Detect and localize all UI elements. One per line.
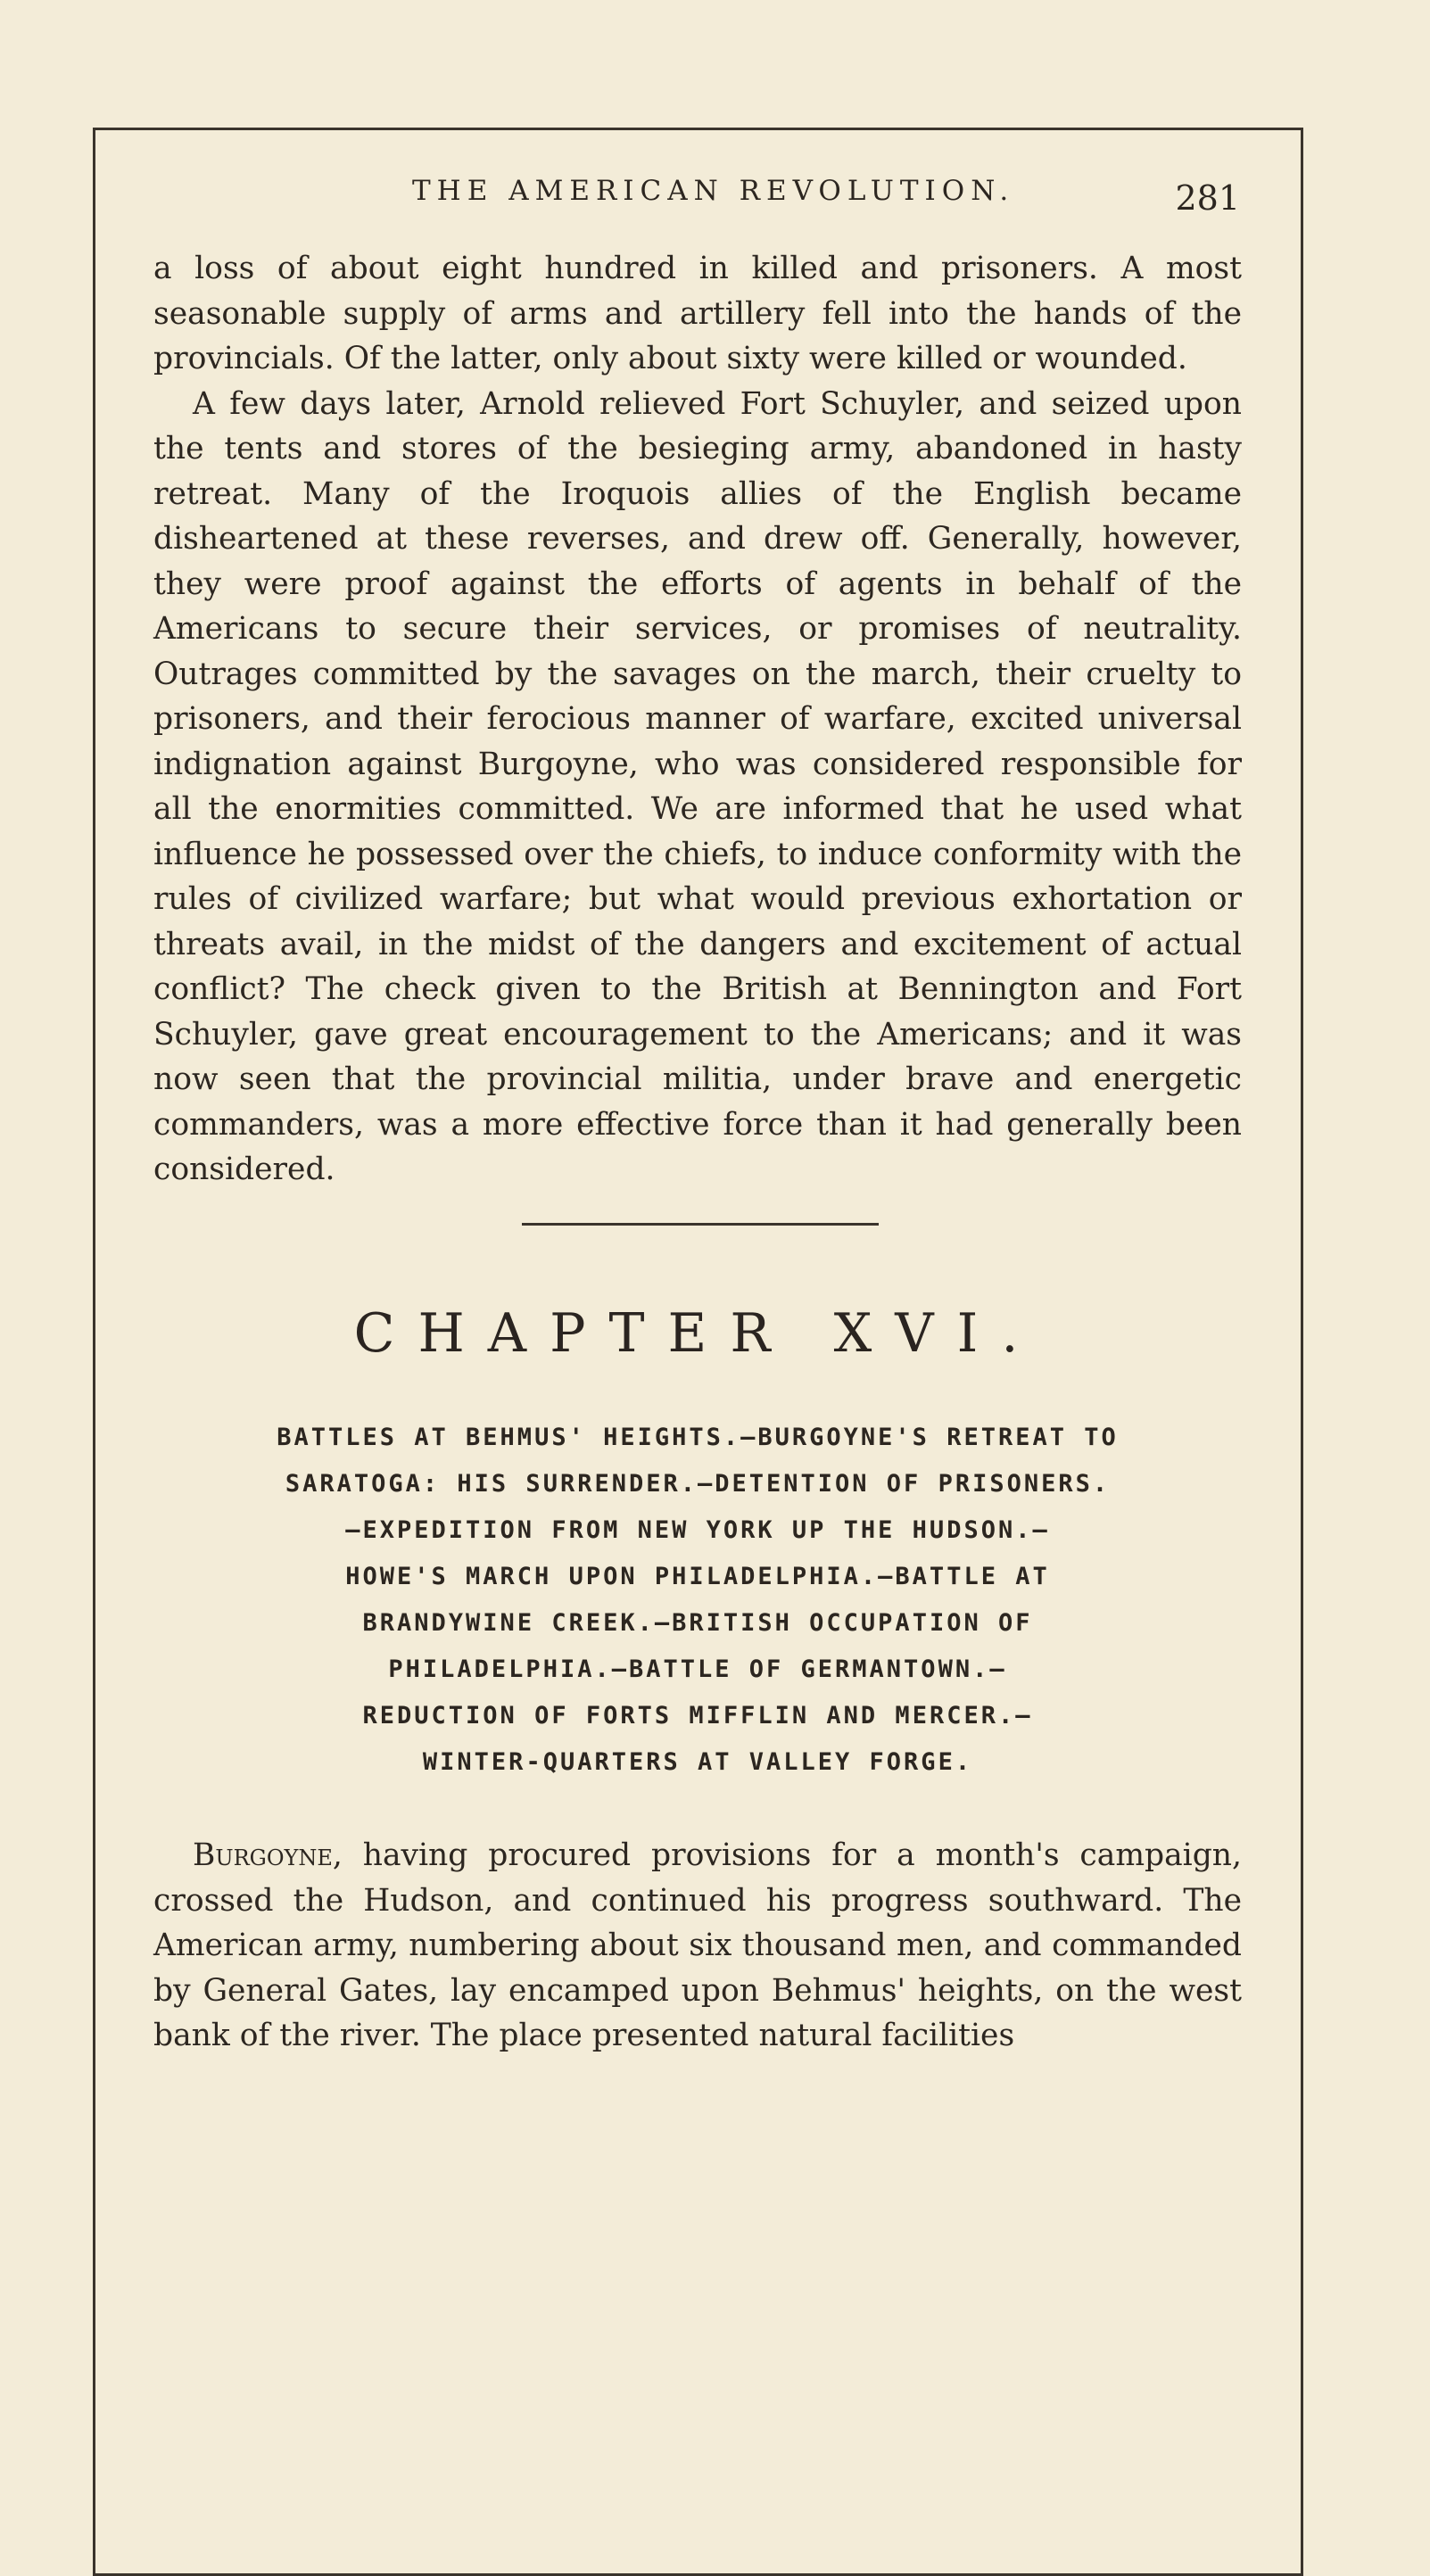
summary-line: WINTER-QUARTERS AT VALLEY FORGE. bbox=[422, 1748, 973, 1776]
summary-line: —EXPEDITION FROM NEW YORK UP THE HUDSON.— bbox=[345, 1516, 1050, 1544]
page-number: 281 bbox=[1175, 178, 1240, 218]
chapter-title: CHAPTER XVI. bbox=[353, 1302, 1042, 1365]
running-head bbox=[153, 175, 1242, 221]
summary-line: REDUCTION OF FORTS MIFFLIN AND MERCER.— bbox=[362, 1702, 1033, 1730]
summary-line: HOWE'S MARCH UPON PHILADELPHIA.—BATTLE AT bbox=[345, 1563, 1050, 1590]
summary-line: PHILADELPHIA.—BATTLE OF GERMANTOWN.— bbox=[388, 1655, 1007, 1683]
body-text-top bbox=[153, 246, 1242, 1193]
paragraph: a loss of about eight hundred in killed and prisoners. A most seasonable supply of arms and artillery fell into the hands of the provincials. Of the latter, only about sixty were killed or wounded. bbox=[153, 251, 1242, 376]
paragraph-text: , having procured provisions for a month's campaign, crossed the Hudson, and continued his progress southward. The American army, numbering about six thousand men, and commanded by General Gates, lay encamped upon Behmus' heights, on the west bank of the river. The place presented natural facilities bbox=[153, 1837, 1242, 2053]
paragraph: A few days later, Arnold relieved Fort Schuyler, and seized upon the tents and stores of the besieging army, abandoned in hasty retreat. Many of the Iroquois allies of the English became disheartened at these reverses, and drew off. Generally, however, they were proof against the efforts of agents in behalf of the Americans to secure their services, or promises of neutrality. Outrages committed by the savages on the march, their cruelty to prisoners, and their ferocious manner of warfare, excited universal indignation against Burgoyne, who was considered responsible for all the enormities committed. We are informed that he used what influence he possessed over the chiefs, to induce conformity with the rules of civilized warfare; but what would previous exhortation or threats avail, in the midst of the dangers and excitement of actual conflict? The check given to the British at Bennington and Fort Schuyler, gave great encouragement to the Americans; and it was now seen that the provincial militia, under brave and energetic commanders, was a more effective force than it had generally been considered. bbox=[153, 385, 1242, 1187]
opening-word: Burgoyne bbox=[193, 1837, 333, 1873]
paragraph bbox=[153, 1833, 1242, 2059]
summary-line: BATTLES AT BEHMUS' HEIGHTS.—BURGOYNE'S RETREAT TO bbox=[277, 1424, 1119, 1451]
body-text-bottom bbox=[153, 1833, 1242, 2059]
chapter-summary bbox=[153, 1415, 1242, 1786]
summary-line: SARATOGA: HIS SURRENDER.—DETENTION OF PRISONERS. bbox=[285, 1470, 1111, 1498]
running-title: THE AMERICAN REVOLUTION. bbox=[412, 175, 1015, 207]
summary-line: BRANDYWINE CREEK.—BRITISH OCCUPATION OF bbox=[362, 1609, 1033, 1637]
section-divider bbox=[522, 1223, 879, 1226]
